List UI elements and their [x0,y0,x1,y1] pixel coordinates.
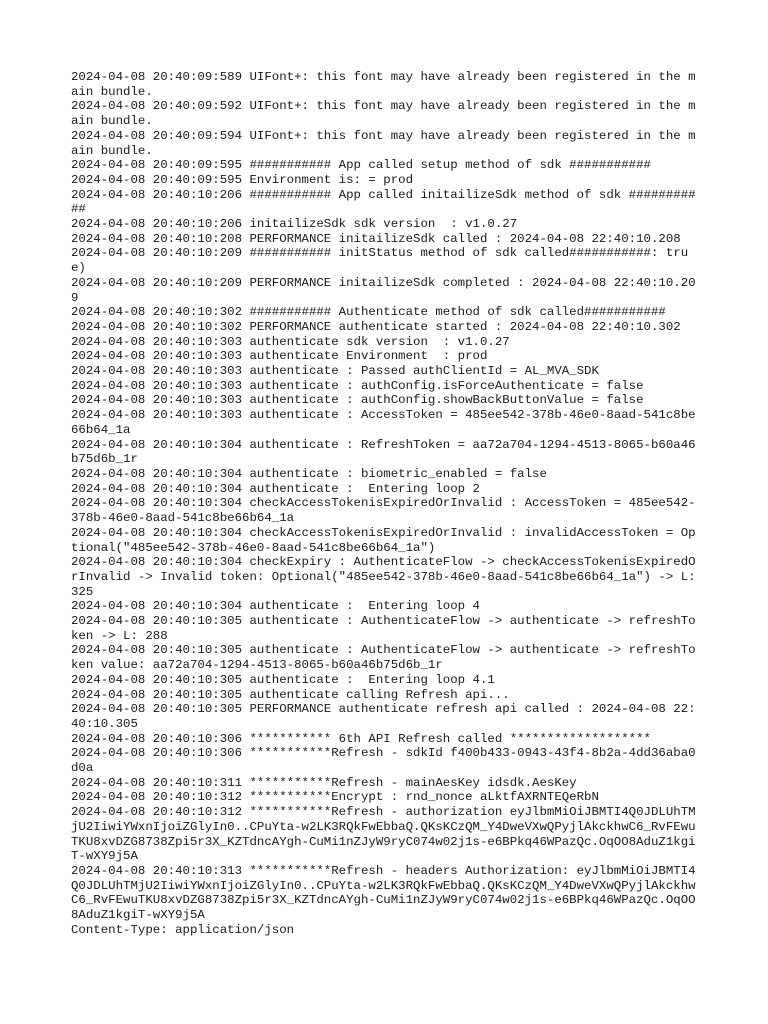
log-line: 2024-04-08 20:40:10:304 checkAccessTokenisExpiredOrInvalid : invalidAccessToken = Optional("485ee542-378b-46e0-8aad-541c8be66b64_1a") [71,525,696,555]
log-line: 2024-04-08 20:40:10:312 ***********Refresh - authorization eyJlbmMiOiJBMTI4Q0JDLUhTMjU2IiwiYWxnIjoiZGlyIn0..CPuYta-w2LK3RQkFwEbbaQ.QKsKCzQM_Y4DweVXwQPyjlAkckhwC6_RvFEwuTKU8xvDZG8738Zpi5r3X_KZTdncAYgh-CuMi1nZJyW9ryC074w02j1s-e6BPkq46WPazQc.OqOO8AduZ1kgiT-wXY9j5A [71,805,696,864]
log-line: 2024-04-08 20:40:10:305 PERFORMANCE authenticate refresh api called : 2024-04-08 22:40:10.305 [71,702,696,731]
log-line: 2024-04-08 20:40:10:304 checkAccessTokenisExpiredOrInvalid : AccessToken = 485ee542-378b-46e0-8aad-541c8be66b64_1a [71,496,696,526]
log-line: 2024-04-08 20:40:10:303 authenticate sdk version : v1.0.27 [71,334,510,349]
log-line: 2024-04-08 20:40:10:208 PERFORMANCE initailizeSdk called : 2024-04-08 22:40:10.208 [71,231,681,246]
log-line: 2024-04-08 20:40:10:312 ***********Encrypt : rnd_nonce aLktfAXRNTEQeRbN [71,790,599,805]
log-line: 2024-04-08 20:40:09:595 ########### App called setup method of sdk ########### [71,158,651,173]
log-line: 2024-04-08 20:40:10:304 authenticate : Entering loop 2 [71,481,480,496]
log-line: 2024-04-08 20:40:10:209 ########### initStatus method of sdk called###########: true) [71,246,689,276]
log-line: 2024-04-08 20:40:10:304 checkExpiry : AuthenticateFlow -> checkAccessTokenisExpiredOrInvalid -> Invalid token: Optional("485ee542-378b-46e0-8aad-541c8be66b64_1a") -> L: 325 [71,555,704,599]
log-output [71,70,704,937]
log-line: 2024-04-08 20:40:10:305 authenticate : AuthenticateFlow -> authenticate -> refreshToken -> L: 288 [71,614,696,643]
log-line: 2024-04-08 20:40:10:303 authenticate : Passed authClientId = AL_MVA_SDK [71,364,599,379]
log-line: 2024-04-08 20:40:09:594 UIFont+: this font may have already been registered in the main bundle. [71,128,696,158]
log-line: 2024-04-08 20:40:10:303 authenticate Environment : prod [71,349,488,364]
log-line: 2024-04-08 20:40:10:303 authenticate : AccessToken = 485ee542-378b-46e0-8aad-541c8be66b64_1a [71,408,696,437]
log-line: 2024-04-08 20:40:10:311 ***********Refresh - mainAesKey idsdk.AesKey [71,775,577,790]
log-line: 2024-04-08 20:40:10:302 ########### Authenticate method of sdk called########### [71,305,666,320]
log-line: 2024-04-08 20:40:10:302 PERFORMANCE authenticate started : 2024-04-08 22:40:10.302 [71,319,681,334]
log-line: 2024-04-08 20:40:10:304 authenticate : Entering loop 4 [71,599,480,614]
log-line: 2024-04-08 20:40:09:589 UIFont+: this font may have already been registered in the main bundle. [71,70,696,99]
log-line: Content-Type: application/json [71,922,295,937]
log-line: 2024-04-08 20:40:10:303 authenticate : authConfig.isForceAuthenticate = false [71,378,644,393]
log-line: 2024-04-08 20:40:10:306 *********** 6th API Refresh called ******************* [71,731,651,746]
log-line: 2024-04-08 20:40:10:206 ########### App called initailizeSdk method of sdk ########### [71,187,696,217]
log-line: 2024-04-08 20:40:09:595 Environment is: = prod [71,172,414,187]
log-line: 2024-04-08 20:40:10:303 authenticate : authConfig.showBackButtonValue = false [71,393,644,408]
log-line: 2024-04-08 20:40:10:304 authenticate : biometric_enabled = false [71,466,547,481]
log-line: 2024-04-08 20:40:10:305 authenticate : AuthenticateFlow -> authenticate -> refreshToken value: aa72a704-1294-4513-8065-b60a46b75d6b_1r [71,643,696,673]
log-line: 2024-04-08 20:40:10:305 authenticate calling Refresh api... [71,687,510,702]
log-line: 2024-04-08 20:40:10:304 authenticate : RefreshToken = aa72a704-1294-4513-8065-b60a46b75d6b_1r [71,437,696,467]
log-line: 2024-04-08 20:40:10:206 initailizeSdk sdk version : v1.0.27 [71,217,518,232]
log-line: 2024-04-08 20:40:10:313 ***********Refresh - headers Authorization: eyJlbmMiOiJBMTI4Q0JDLUhTMjU2IiwiYWxnIjoiZGlyIn0..CPuYta-w2LK3RQkFwEbbaQ.QKsKCzQM_Y4DweVXwQPyjlAkckhwC6_RvFEwuTKU8xvDZG8738Zpi5r3X_KZTdncAYgh-CuMi1nZJyW9ryC074w02j1s-e6BPkq46WPazQc.OqOO8AduZ1kgiT-wXY9j5A [71,863,696,923]
log-line: 2024-04-08 20:40:10:305 authenticate : Entering loop 4.1 [71,672,495,687]
log-line: 2024-04-08 20:40:10:306 ***********Refresh - sdkId f400b433-0943-43f4-8b2a-4dd36aba0d0a [71,746,696,776]
log-line: 2024-04-08 20:40:10:209 PERFORMANCE initailizeSdk completed : 2024-04-08 22:40:10.209 [71,275,696,305]
log-line: 2024-04-08 20:40:09:592 UIFont+: this font may have already been registered in the main bundle. [71,99,696,129]
